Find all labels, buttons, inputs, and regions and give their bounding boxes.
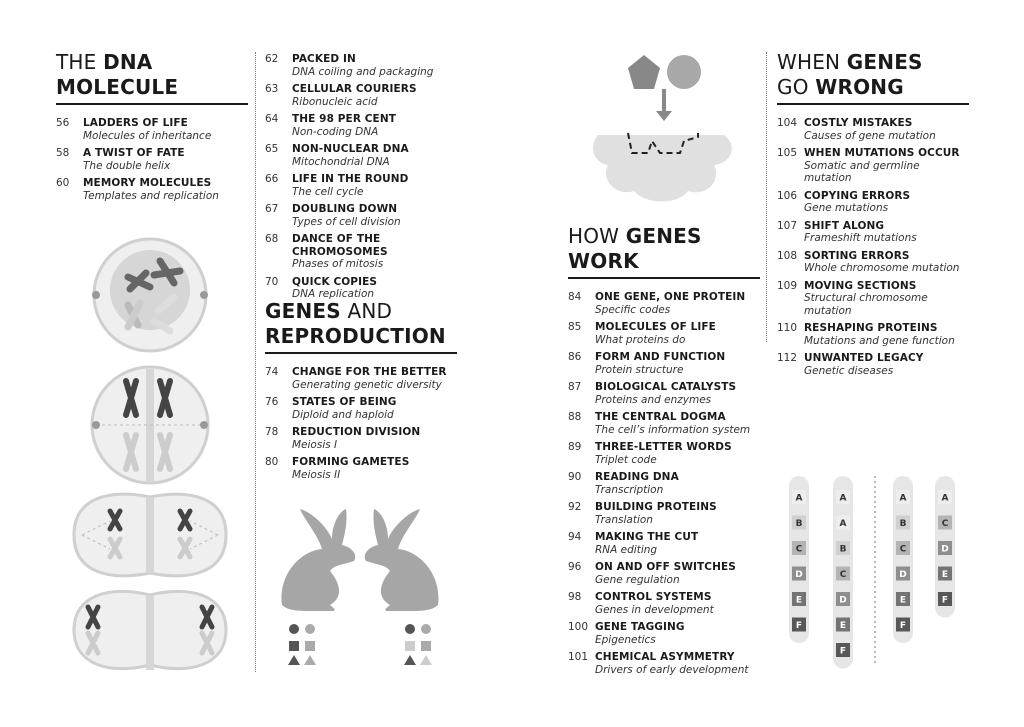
contents-entry[interactable]: [56, 147, 248, 172]
strand-base-label: A: [795, 493, 803, 504]
page-number: 78: [265, 426, 279, 438]
page-number: 62: [265, 53, 279, 65]
page-number: 85: [568, 321, 582, 333]
entry-subtitle: Molecules of inheritance: [83, 129, 212, 142]
contents-entry[interactable]: [777, 280, 969, 318]
entry-subtitle: Frameshift mutations: [804, 232, 917, 244]
entry-subtitle: RNA editing: [595, 543, 658, 556]
contents-entry[interactable]: [568, 441, 760, 466]
contents-entry[interactable]: [568, 291, 760, 316]
entry-subtitle: Gene mutations: [804, 202, 889, 214]
contents-entry[interactable]: [56, 177, 248, 202]
entry-subtitle: DNA replication: [292, 288, 375, 300]
contents-entry[interactable]: [568, 381, 760, 406]
page-number: 84: [568, 291, 582, 303]
contents-entry[interactable]: [568, 651, 760, 676]
entry-subtitle: Drivers of early development: [595, 663, 749, 676]
entry-title: DANCE OF THE CHROMOSOMES: [292, 233, 388, 258]
page-number: 56: [56, 117, 70, 129]
entry-title: NON-NUCLEAR DNA: [292, 143, 409, 155]
contents-entry[interactable]: [568, 621, 760, 646]
page-number: 86: [568, 351, 582, 363]
entry-title: A TWIST OF FATE: [83, 147, 185, 159]
entry-subtitle: What proteins do: [595, 333, 686, 346]
strand-base-label: B: [899, 519, 907, 529]
strand-base-label: B: [795, 519, 803, 529]
page-number: 63: [265, 83, 279, 95]
entry-subtitle: Translation: [595, 513, 653, 526]
entry-title: MOVING SECTIONS: [804, 279, 917, 292]
contents-entry[interactable]: [56, 117, 248, 142]
page-number: 66: [265, 173, 279, 185]
strand-base-label: A: [839, 493, 847, 504]
entry-title: CHEMICAL ASYMMETRY: [595, 651, 735, 663]
contents-list: [265, 366, 457, 481]
contents-entry[interactable]: [265, 456, 457, 481]
entry-subtitle: Protein structure: [595, 363, 684, 376]
contents-list: [568, 291, 760, 676]
contents-list: [56, 117, 248, 202]
entry-title: GENE TAGGING: [595, 621, 685, 633]
entry-subtitle: Somatic and germline mutation: [804, 159, 920, 184]
mutation-strands-illustration: [785, 476, 965, 676]
entry-subtitle: Meiosis II: [292, 468, 341, 481]
page-number: 76: [265, 396, 279, 408]
contents-entry[interactable]: [265, 143, 465, 168]
contents-entry[interactable]: [777, 117, 969, 142]
entry-subtitle: The cell’s information system: [595, 423, 751, 436]
entry-subtitle: Specific codes: [595, 303, 671, 316]
strand-base-label: C: [795, 544, 803, 555]
contents-entry[interactable]: [777, 220, 969, 245]
column-divider: [255, 52, 256, 672]
page-number: 107: [777, 219, 798, 232]
entry-subtitle: Genetic diseases: [804, 364, 894, 377]
strand-base-label: A: [899, 493, 907, 504]
entry-title: MAKING THE CUT: [595, 531, 699, 543]
rabbits-illustration: [270, 505, 450, 675]
strand-base-label: C: [899, 544, 907, 555]
entry-title: THE CENTRAL DOGMA: [595, 411, 726, 423]
page-number: 90: [568, 471, 582, 483]
contents-entry[interactable]: [568, 531, 760, 556]
page-number: 100: [568, 621, 589, 633]
contents-entry[interactable]: [265, 113, 465, 138]
page-number: 74: [265, 366, 279, 378]
entry-subtitle: Diploid and haploid: [292, 408, 394, 421]
strand-base-label: F: [839, 646, 847, 657]
entry-title: FORM AND FUNCTION: [595, 351, 726, 363]
entry-title: READING DNA: [595, 471, 679, 483]
page-number: 64: [265, 113, 279, 125]
entry-subtitle: Transcription: [595, 483, 664, 496]
page-number: 106: [777, 189, 798, 202]
strand-base-label: A: [941, 493, 949, 504]
entry-title: SHIFT ALONG: [804, 219, 885, 232]
contents-entry[interactable]: [568, 351, 760, 376]
page-number: 67: [265, 203, 279, 215]
entry-title: THREE-LETTER WORDS: [595, 441, 732, 453]
page-number: 104: [777, 117, 798, 129]
page-number: 88: [568, 411, 582, 423]
strand-base-label: E: [899, 595, 907, 606]
entry-title: FORMING GAMETES: [292, 456, 410, 468]
page-number: 108: [777, 249, 798, 262]
entry-title: BIOLOGICAL CATALYSTS: [595, 381, 737, 393]
entry-subtitle: The double helix: [83, 159, 171, 172]
strand-base-label: C: [941, 519, 949, 529]
strand-base-label: F: [795, 621, 803, 631]
strand-base-label: E: [839, 621, 847, 631]
entry-title: REDUCTION DIVISION: [292, 426, 421, 438]
entry-subtitle: Phases of mitosis: [292, 258, 384, 270]
page-number: 70: [265, 275, 279, 288]
page-number: 96: [568, 561, 582, 573]
entry-subtitle: Mitochondrial DNA: [292, 155, 390, 168]
contents-entry[interactable]: [265, 366, 457, 391]
entry-subtitle: Templates and replication: [83, 189, 219, 202]
strand-base-label: D: [941, 544, 949, 555]
entry-title: CHANGE FOR THE BETTER: [292, 366, 447, 378]
section-dna: [56, 50, 248, 202]
contents-entry[interactable]: [265, 53, 465, 78]
page-number: 101: [568, 651, 589, 663]
strand-base-label: D: [899, 570, 907, 580]
page-number: 105: [777, 147, 798, 159]
contents-entry[interactable]: [265, 233, 465, 271]
entry-title: LIFE IN THE ROUND: [292, 173, 409, 185]
contents-entry[interactable]: [265, 173, 465, 198]
contents-entry[interactable]: [568, 471, 760, 496]
page-number: 80: [265, 456, 279, 468]
contents-entry[interactable]: [568, 561, 760, 586]
entry-title: BUILDING PROTEINS: [595, 501, 717, 513]
page-number: 112: [777, 352, 798, 364]
entry-subtitle: Non-coding DNA: [292, 125, 379, 138]
contents-entry[interactable]: [568, 411, 760, 436]
strand-base-label: A: [839, 519, 847, 529]
entry-subtitle: Causes of gene mutation: [804, 129, 936, 142]
entry-title: UNWANTED LEGACY: [804, 352, 924, 364]
page-number: 87: [568, 381, 582, 393]
strand-base-label: C: [839, 570, 847, 580]
entry-subtitle: Proteins and enzymes: [595, 393, 712, 406]
page-number: 94: [568, 531, 582, 543]
section-wrong: [777, 50, 969, 377]
entry-title: THE 98 PER CENT: [292, 113, 396, 125]
strand-base-label: D: [839, 595, 847, 606]
strand-base-label: B: [839, 544, 847, 555]
strand-base-label: D: [795, 570, 803, 580]
page-number: 58: [56, 147, 70, 159]
section-dna-continued: [265, 48, 465, 301]
entry-title: MOLECULES OF LIFE: [595, 321, 716, 333]
contents-entry[interactable]: [265, 83, 465, 108]
entry-subtitle: The cell cycle: [292, 185, 364, 198]
entry-title: CELLULAR COURIERS: [292, 83, 417, 95]
contents-entry[interactable]: [265, 396, 457, 421]
entry-title: ON AND OFF SWITCHES: [595, 561, 736, 573]
entry-subtitle: Genes in development: [595, 603, 714, 616]
entry-title: ONE GENE, ONE PROTEIN: [595, 291, 746, 303]
contents-entry[interactable]: [777, 322, 969, 347]
entry-subtitle: Ribonucleic acid: [292, 95, 378, 108]
contents-entry[interactable]: [777, 250, 969, 275]
entry-title: DOUBLING DOWN: [292, 203, 398, 215]
enzyme-illustration: [588, 55, 738, 210]
contents-entry[interactable]: [568, 321, 760, 346]
section-title: THE DNA MOLECULE: [56, 50, 248, 105]
entry-title: QUICK COPIES: [292, 275, 378, 288]
contents-entry[interactable]: [777, 147, 969, 185]
entry-subtitle: Whole chromosome mutation: [804, 262, 960, 274]
entry-title: WHEN MUTATIONS OCCUR: [804, 147, 960, 159]
entry-subtitle: Meiosis I: [292, 438, 338, 451]
entry-title: LADDERS OF LIFE: [83, 117, 188, 129]
contents-entry[interactable]: [265, 203, 465, 228]
strand-base-label: F: [899, 621, 907, 631]
strand-base-label: E: [941, 570, 949, 580]
contents-entry[interactable]: [777, 352, 969, 377]
page-number: 110: [777, 322, 798, 334]
entry-title: PACKED IN: [292, 53, 356, 65]
page-number: 92: [568, 501, 582, 513]
entry-subtitle: DNA coiling and packaging: [292, 65, 434, 78]
entry-subtitle: Mutations and gene function: [804, 334, 955, 347]
contents-list: [265, 53, 465, 301]
contents-entry[interactable]: [265, 276, 465, 301]
strand-base-label: E: [795, 595, 803, 606]
contents-entry[interactable]: [777, 190, 969, 215]
entry-title: MEMORY MOLECULES: [83, 177, 212, 189]
contents-entry[interactable]: [568, 591, 760, 616]
page-number: 98: [568, 591, 582, 603]
column-divider: [766, 52, 767, 342]
entry-subtitle: Types of cell division: [292, 215, 401, 228]
entry-title: SORTING ERRORS: [804, 249, 910, 262]
entry-title: CONTROL SYSTEMS: [595, 591, 712, 603]
section-title: WHEN GENES GO WRONG: [777, 50, 969, 105]
strand-base-label: F: [941, 595, 949, 606]
section-title: HOW GENES WORK: [568, 224, 760, 279]
entry-subtitle: Triplet code: [595, 453, 657, 466]
contents-entry[interactable]: [568, 501, 760, 526]
contents-entry[interactable]: [265, 426, 457, 451]
page-number: 109: [777, 279, 798, 292]
page-number: 65: [265, 143, 279, 155]
entry-title: RESHAPING PROTEINS: [804, 322, 938, 334]
cell-division-illustration: [70, 235, 235, 670]
page-number: 89: [568, 441, 582, 453]
entry-subtitle: Structural chromosome mutation: [804, 292, 928, 317]
entry-title: STATES OF BEING: [292, 396, 397, 408]
page-number: 60: [56, 177, 70, 189]
entry-subtitle: Gene regulation: [595, 573, 680, 586]
section-work: [568, 224, 760, 676]
contents-list: [777, 117, 969, 377]
entry-title: COPYING ERRORS: [804, 189, 911, 202]
entry-title: COSTLY MISTAKES: [804, 117, 913, 129]
entry-subtitle: Generating genetic diversity: [292, 378, 442, 391]
page-number: 68: [265, 233, 279, 245]
section-title: GENES AND REPRODUCTION: [265, 299, 457, 354]
entry-subtitle: Epigenetics: [595, 633, 656, 646]
section-reproduction: [265, 299, 457, 481]
